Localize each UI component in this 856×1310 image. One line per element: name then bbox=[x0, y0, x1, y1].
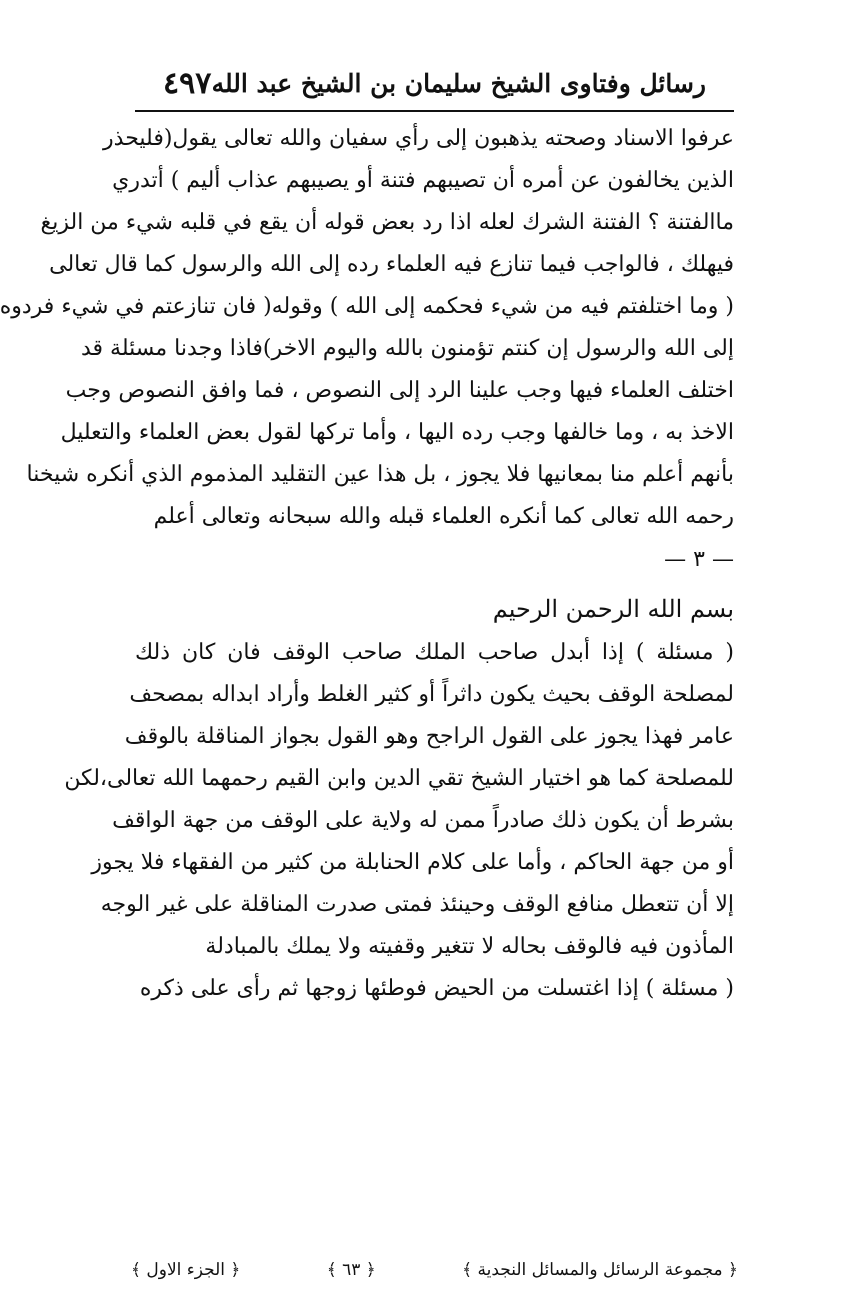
paragraph-1 bbox=[0, 118, 734, 538]
text-line: اختلف العلماء فيها وجب علينا الرد إلى النصوص ، فما وافق النصوص وجب bbox=[65, 378, 734, 403]
paragraph-2 bbox=[64, 632, 734, 968]
text-line: فيهلك ، فالواجب فيما تنازع فيه العلماء رده إلى الله والرسول كما قال تعالى bbox=[49, 252, 734, 277]
text-line: ماالفتنة ؟ الفتنة الشرك لعله اذا رد بعض قوله أن يقع في قلبه شيء من الزيغ bbox=[40, 210, 734, 235]
text-line: عرفوا الاسناد وصحته يذهبون إلى رأي سفيان والله تعالى يقول(فليحذر bbox=[103, 126, 734, 151]
text-line: بأنهم أعلم منا بمعانيها فلا يجوز ، بل هذا عين التقليد المذموم الذي أنكره شيخنا bbox=[26, 462, 734, 487]
text-line: ( وما اختلفتم فيه من شيء فحكمه إلى الله ) وقوله( فان تنازعتم في شيء فردوه bbox=[0, 294, 734, 319]
text-line: أو من جهة الحاكم ، وأما على كلام الحنابلة من كثير من الفقهاء فلا يجوز bbox=[91, 850, 734, 875]
text-line: لمصلحة الوقف بحيث يكون داثراً أو كثير الغلط وأراد ابداله بمصحف bbox=[129, 682, 734, 707]
header-page-number: ٤٩٧ bbox=[163, 65, 212, 101]
text-line: الذين يخالفون عن أمره أن تصيبهم فتنة أو يصيبهم عذاب أليم ) أتدري bbox=[112, 168, 734, 193]
text-line: المأذون فيه فالوقف بحاله لا تتغير وقفيته ولا يملك بالمبادلة bbox=[205, 934, 734, 959]
header-title: رسائل وفتاوى الشيخ سليمان بن الشيخ عبد الله bbox=[211, 68, 706, 98]
page-footer bbox=[131, 1252, 738, 1286]
text-line: إلى الله والرسول إن كنتم تؤمنون بالله واليوم الاخر)فاذا وجدنا مسئلة قد bbox=[81, 336, 734, 361]
page-header bbox=[163, 58, 706, 108]
footer-number: ﴿ ٦٣ ﴾ bbox=[326, 1259, 376, 1280]
text-line: الاخذ به ، وما خالفها وجب رده اليها ، وأما تركها لقول بعض العلماء والتعليل bbox=[60, 420, 734, 445]
text-line: عامر فهذا يجوز على القول الراجح وهو القول بجواز المناقلة بالوقف bbox=[124, 724, 734, 749]
text-line: إلا أن تتعطل منافع الوقف وحينئذ فمتى صدرت المناقلة على غير الوجه bbox=[100, 892, 734, 917]
text-line: بشرط أن يكون ذلك صادراً ممن له ولاية على الوقف من جهة الواقف bbox=[112, 808, 734, 833]
paragraph-3 bbox=[135, 968, 734, 1010]
footer-collection-title: ﴿ مجموعة الرسائل والمسائل النجدية ﴾ bbox=[462, 1259, 738, 1280]
text-line: رحمه الله تعالى كما أنكره العلماء قبله والله سبحانه وتعالى أعلم bbox=[153, 504, 734, 529]
text-line: ( مسئلة ) إذا اغتسلت من الحيض فوطئها زوجها ثم رأى على ذكره bbox=[139, 976, 734, 1001]
text-line: ( مسئلة ) إذا أبدل صاحب الملك صاحب الوقف فان كان ذلك bbox=[135, 640, 734, 665]
footer-part: ﴿ الجزء الاول ﴾ bbox=[131, 1259, 241, 1280]
body-text bbox=[0, 118, 734, 1010]
header-divider bbox=[135, 110, 734, 112]
basmala-heading: بسم الله الرحمن الرحيم bbox=[492, 595, 734, 623]
text-line: للمصلحة كما هو اختيار الشيخ تقي الدين وابن القيم رحمهما الله تعالى،لكن bbox=[64, 766, 734, 791]
section-number: — ٣ — bbox=[664, 547, 734, 572]
